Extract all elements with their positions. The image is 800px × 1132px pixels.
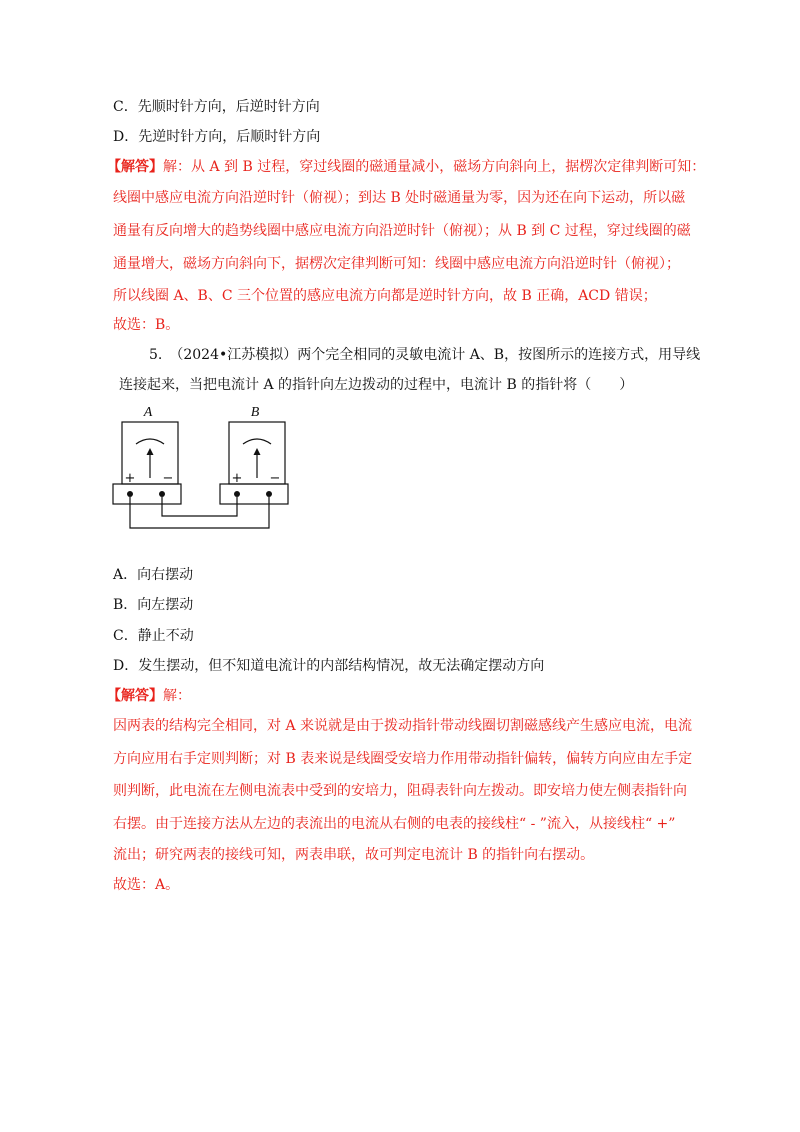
conclusion: 故选：A。	[113, 877, 180, 893]
question-stem-line-2: 连接起来，当把电流计 A 的指针向左边拨动的过程中，电流计 B 的指针将（ ）	[119, 377, 634, 393]
option-b: B．向左摆动	[113, 597, 194, 613]
prev-answer-line-2: 线圈中感应电流方向沿逆时针（俯视）；到达 B 处时磁通量为零，因为还在向下运动，所以磁	[113, 190, 686, 206]
meter-a-label: A	[143, 405, 153, 420]
answer-text: 解：从 A 到 B 过程，穿过线圈的磁通量减小，磁场方向斜向上，据楞次定律判断可知：	[163, 159, 706, 175]
galvanometer-a	[113, 422, 181, 504]
meter-b-base	[220, 484, 288, 504]
answer-line-4: 右摆。由于连接方法从左边的表流出的电流从右侧的电表的接线柱“ - ”流入，从接线柱“ +”	[113, 816, 676, 832]
answer-line-1: 因两表的结构完全相同，对 A 来说就是由于拨动指针带动线圈切割磁感线产生感应电流，电流	[113, 718, 693, 734]
option-c: C．静止不动	[113, 628, 194, 644]
question-stem-line-1: 5. （2024•江苏模拟）两个完全相同的灵敏电流计 A、B，按图所示的连接方式，用导线	[149, 347, 701, 363]
answer-header	[107, 687, 191, 705]
meter-a-base	[113, 484, 181, 504]
meter-b-scale	[243, 439, 271, 444]
outer-wire	[130, 497, 269, 528]
answer-head-text: 解：	[163, 688, 191, 704]
meter-a-scale	[136, 439, 164, 444]
answer-line-5: 流出；研究两表的接线可知，两表串联，故可判定电流计 B 的指针向右摆动。	[113, 847, 595, 863]
answer-line-2: 方向应用右手定则判断；对 B 表来说是线圈受安培力作用带动指针偏转，偏转方向应由左手定	[113, 751, 693, 767]
prev-answer-line-3: 通量有反向增大的趋势线圈中感应电流方向沿逆时针（俯视）；从 B 到 C 过程，穿过线圈的磁	[113, 223, 691, 239]
meter-b-plus-terminal	[234, 491, 240, 497]
answer-tag: 【解答】	[107, 688, 163, 704]
prev-answer-line-1	[107, 158, 705, 176]
meter-b-minus-terminal	[266, 491, 272, 497]
meter-a-minus: −	[162, 471, 174, 486]
meter-b-label: B	[250, 405, 260, 420]
option-c: C．先顺时针方向，后逆时针方向	[113, 99, 320, 115]
meter-b-minus: −	[269, 471, 281, 486]
prev-answer-line-5: 所以线圈 A、B、C 三个位置的感应电流方向都是逆时针方向，故 B 正确，ACD 错误；	[113, 288, 657, 304]
answer-tag: 【解答】	[107, 159, 163, 175]
prev-answer-line-4: 通量增大，磁场方向斜向下，据楞次定律判断可知：线圈中感应电流方向沿逆时针（俯视）；	[113, 256, 680, 272]
inner-wire	[162, 497, 237, 516]
option-a: A．向右摆动	[113, 567, 194, 583]
galvanometer-circuit-figure	[110, 400, 310, 530]
prev-conclusion: 故选：B。	[113, 317, 180, 333]
meter-a-plus-terminal	[127, 491, 133, 497]
meter-a-plus: +	[124, 471, 136, 486]
meter-a-minus-terminal	[159, 491, 165, 497]
option-d: D．发生摆动，但不知道电流计的内部结构情况，故无法确定摆动方向	[113, 658, 545, 674]
option-d: D．先逆时针方向，后顺时针方向	[113, 129, 321, 145]
meter-b-plus: +	[231, 471, 243, 486]
galvanometer-b	[220, 422, 288, 504]
answer-line-3: 则判断，此电流在左侧电流表中受到的安培力，阻碍表针向左拨动。即安培力使左侧表指针向	[113, 783, 687, 799]
